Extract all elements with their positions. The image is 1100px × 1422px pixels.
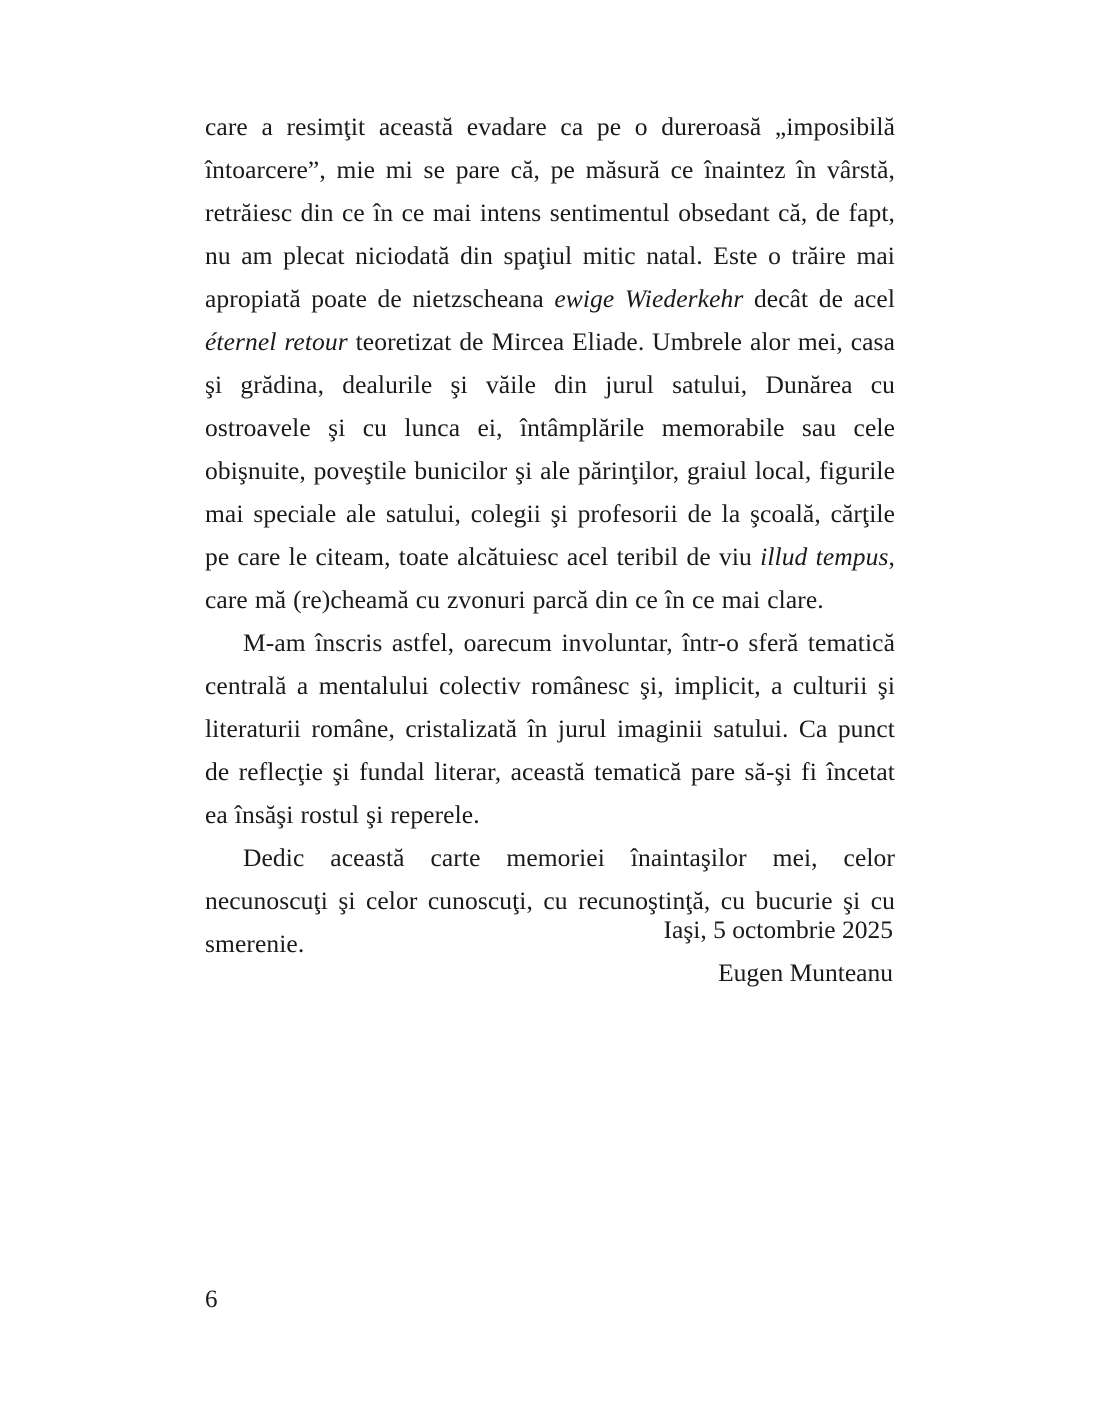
text-run: decât de acel [743, 284, 896, 313]
italic-run: éternel retour [205, 327, 348, 356]
italic-run: ewige Wiederkehr [554, 284, 744, 313]
text-run: Dedic această carte memoriei înaintaşilor mei, celor necunoscuţi şi celor cunoscuţi, cu recunoştinţă, cu bucurie şi cu smerenie. [205, 843, 895, 958]
italic-run: illud tempus [760, 542, 889, 571]
body-text [205, 105, 895, 965]
signature-block [205, 908, 895, 994]
text-run: care a resimţit această evadare ca pe o dureroasă „imposibilă întoarcere”, mie mi se pare că, pe măsură ce înaintez în vârstă, retrăiesc din ce în ce mai intens sentimentul obsedant că, de fapt, nu am plecat niciodată din spaţiul mitic natal. Este o trăire mai apropiată poate de nietzscheana [205, 112, 895, 313]
text-run: teoretizat de Mircea Eliade. Umbrele alor mei, casa şi grădina, dealurile şi văile din jurul satului, Dunărea cu ostroavele şi cu lunca ei, întâmplările memorabile sau cele obişnuite, poveştile bunicilor şi ale părinţilor, graiul local, figurile mai speciale ale satului, colegii şi profesorii de la şcoală, cărţile pe care le citeam, toate alcătuiesc acel teribil de viu [205, 327, 895, 571]
signature-author: Eugen Munteanu [718, 958, 893, 987]
paragraph [205, 621, 895, 836]
paragraph [205, 105, 895, 621]
text-run: , care mă (re)cheamă cu zvonuri parcă din ce în ce mai clare. [205, 542, 895, 614]
text-run: M-am înscris astfel, oarecum involuntar, într-o sferă tematică centrală a mentalului colectiv românesc şi, implicit, a culturii şi literaturii române, cristalizată în jurul imaginii satului. Ca punct de reflecţie şi fundal literar, această tematică pare să-şi fi încetat ea însăşi rostul şi reperele. [205, 628, 895, 829]
page-number: 6 [205, 1286, 218, 1313]
signature-place-date: Iaşi, 5 octombrie 2025 [663, 915, 893, 944]
